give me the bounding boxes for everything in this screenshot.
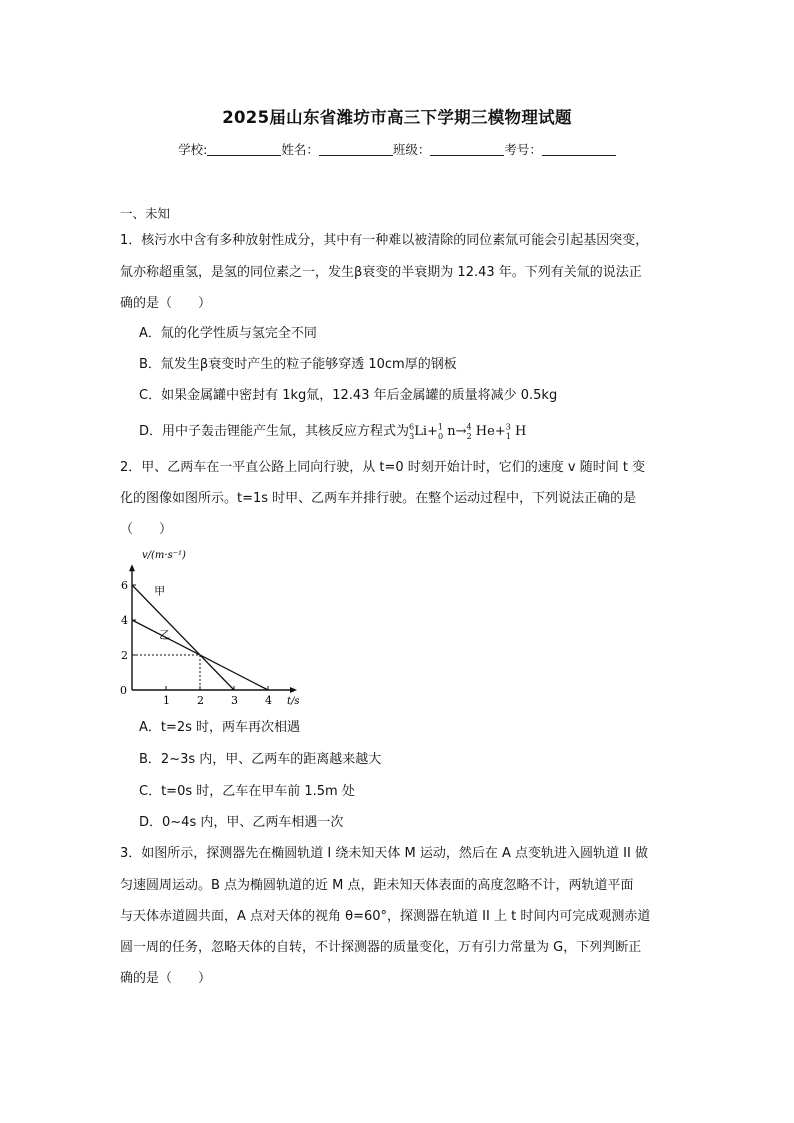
q1-line-1: 1．核污水中含有多种放射性成分，其中有一种难以被清除的同位素氚可能会引起基因突变，	[120, 233, 649, 248]
school-label: 学校:	[178, 142, 208, 157]
q2-option-b: B．2~3s 内，甲、乙两车的距离越来越大	[139, 752, 382, 767]
origin-label: 0	[120, 684, 127, 697]
q2-option-c: C．t=0s 时，乙车在甲车前 1.5m 处	[139, 784, 355, 799]
q2-line-3: （ ）	[120, 522, 173, 537]
velocity-time-graph	[112, 544, 317, 709]
y-tick-label: 2	[121, 649, 128, 662]
q1-option-c: C．如果金属罐中密封有 1kg氚，12.43 年后金属罐的质量将减少 0.5kg	[139, 388, 558, 403]
x-tick-label: 2	[197, 694, 204, 707]
y-axis-label: v/(m·s⁻¹)	[142, 550, 186, 561]
school-blank	[207, 143, 281, 156]
q3-line-3: 与天体赤道圆共面，A 点对天体的视角 θ=60°，探测器在轨道 II 上 t 时间内可完成观测赤道	[120, 909, 651, 924]
q1-line-3: 确的是（ ）	[120, 296, 212, 311]
y-tick-label: 6	[121, 579, 128, 592]
x-tick-label: 4	[265, 694, 272, 707]
q2-line-1: 2．甲、乙两车在一平直公路上同向行驶，从 t=0 时刻开始计时，它们的速度 v 随时间 t 变	[120, 460, 646, 475]
class-blank	[430, 143, 504, 156]
q1-option-a: A．氚的化学性质与氢完全不同	[139, 326, 317, 341]
x-tick-label: 3	[231, 694, 238, 707]
section-heading: 一、未知	[120, 206, 171, 221]
q1-option-d-text: D．用中子轰击锂能产生氚，其核反应方程式为	[139, 424, 410, 439]
number-label: 考号：	[504, 142, 542, 157]
series-label: 乙	[159, 628, 171, 642]
q1-option-d	[139, 420, 526, 441]
name-blank	[319, 143, 393, 156]
x-axis-label: t/s	[287, 696, 300, 707]
x-axis-arrow	[290, 687, 297, 693]
page-title: 2025届山东省潍坊市高三下学期三模物理试题	[222, 108, 572, 127]
number-blank	[542, 143, 616, 156]
y-tick-label: 4	[121, 614, 128, 627]
q2-line-2: 化的图像如图所示。t=1s 时甲、乙两车并排行驶。在整个运动过程中，下列说法正确的是	[120, 491, 637, 506]
x-tick-label: 1	[163, 694, 170, 707]
series-label: 甲	[154, 584, 166, 598]
q2-option-d: D．0~4s 内，甲、乙两车相遇一次	[139, 815, 344, 830]
nuclear-equation: $^6_3$Li+$^1_0$ n→$^4_2$ He+$^3_1$ H	[409, 422, 527, 441]
q3-line-1: 3．如图所示，探测器先在椭圆轨道 I 绕未知天体 M 运动，然后在 A 点变轨进入圆轨道 II 做	[120, 846, 648, 861]
y-axis-arrow	[129, 564, 135, 571]
q3-line-4: 圆一周的任务，忽略天体的自转，不计探测器的质量变化，万有引力常量为 G，下列判断正	[120, 940, 642, 955]
class-label: 班级：	[392, 142, 431, 157]
q3-line-2: 匀速圆周运动。B 点为椭圆轨道的近 M 点，距未知天体表面的高度忽略不计，两轨道平面	[120, 878, 634, 893]
q1-line-2: 氚亦称超重氢，是氢的同位素之一，发生β衰变的半衰期为 12.43 年。下列有关氚的说法正	[120, 265, 642, 280]
q2-option-a: A．t=2s 时，两车再次相遇	[139, 720, 301, 735]
q1-option-b: B．氚发生β衰变时产生的粒子能够穿透 10cm厚的钢板	[139, 357, 457, 372]
vt-chart-svg	[112, 544, 317, 709]
q3-line-5: 确的是（ ）	[120, 971, 212, 986]
series-line	[132, 585, 234, 690]
student-info-line	[0, 140, 794, 158]
name-label: 姓名：	[281, 142, 319, 157]
